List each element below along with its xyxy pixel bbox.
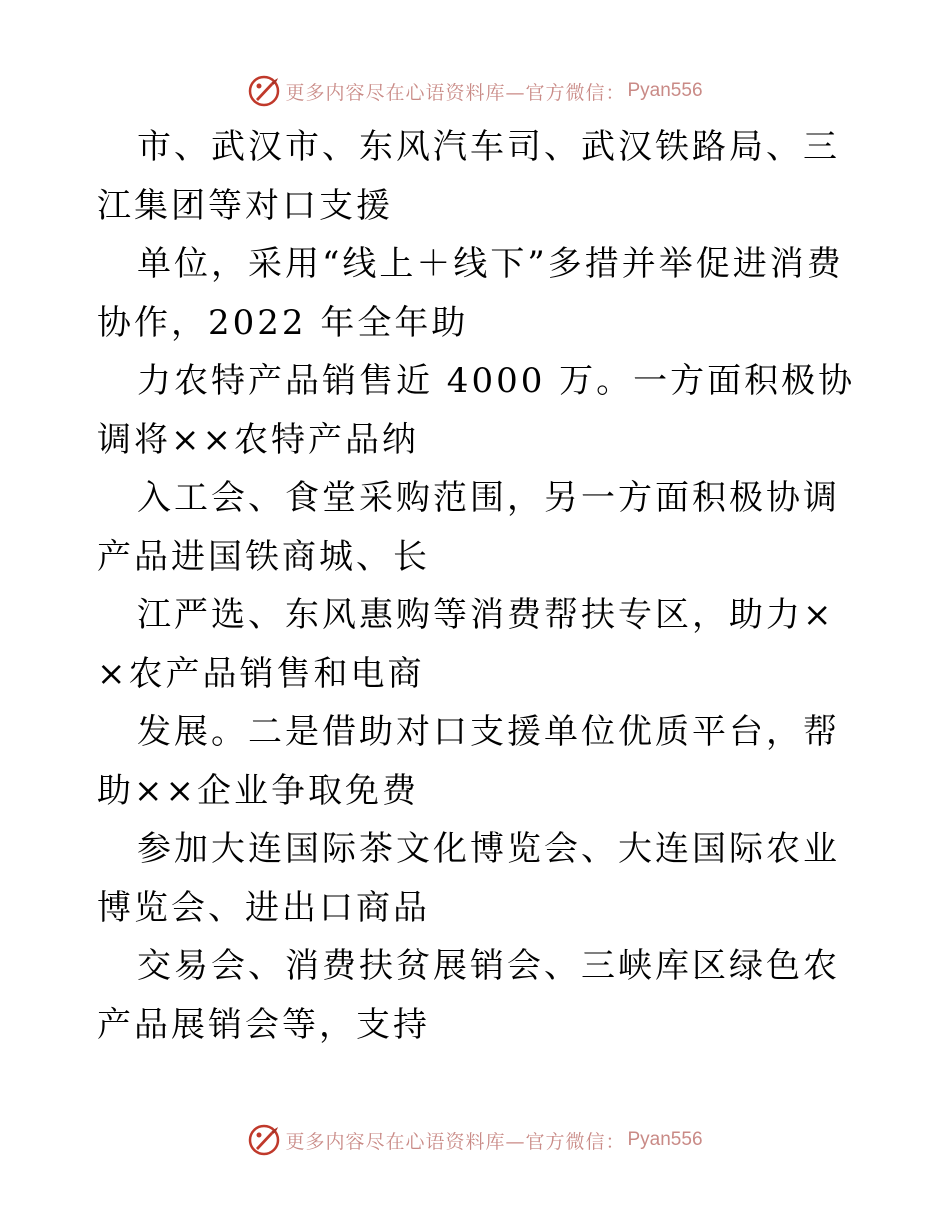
watermark-wechat-id: Pyan556: [627, 1129, 703, 1150]
paragraph: 发展。二是借助对口支援单位优质平台，帮助××企业争取免费: [97, 712, 840, 811]
paragraph: 江严选、东风惠购等消费帮扶专区，助力××农产品销售和电商: [97, 595, 835, 694]
paragraph: 交易会、消费扶贫展销会、三峡库区绿色农产品展销会等，支持: [97, 946, 840, 1045]
quill-logo-icon: [247, 74, 281, 108]
paragraph: 市、武汉市、东风汽车司、武汉铁路局、三江集团等对口支援: [97, 127, 840, 226]
footer-watermark: [0, 1120, 950, 1160]
paragraph: 参加大连国际茶文化博览会、大连国际农业博览会、进出口商品: [97, 829, 840, 928]
body-text: [97, 118, 857, 1054]
paragraph: 单位，采用“线上＋线下”多措并举促进消费协作，2022 年全年助: [97, 244, 844, 343]
paragraph: 力农特产品销售近 4000 万。一方面积极协调将××农特产品纳: [97, 361, 856, 460]
watermark-wechat-id: Pyan556: [627, 80, 703, 101]
paragraph: 入工会、食堂采购范围，另一方面积极协调产品进国铁商城、长: [97, 478, 840, 577]
header-watermark: [0, 71, 950, 111]
quill-logo-icon: [247, 1123, 281, 1157]
watermark-text: 更多内容尽在心语资料库—官方微信：: [285, 81, 626, 104]
watermark-text: 更多内容尽在心语资料库—官方微信：: [285, 1130, 626, 1153]
